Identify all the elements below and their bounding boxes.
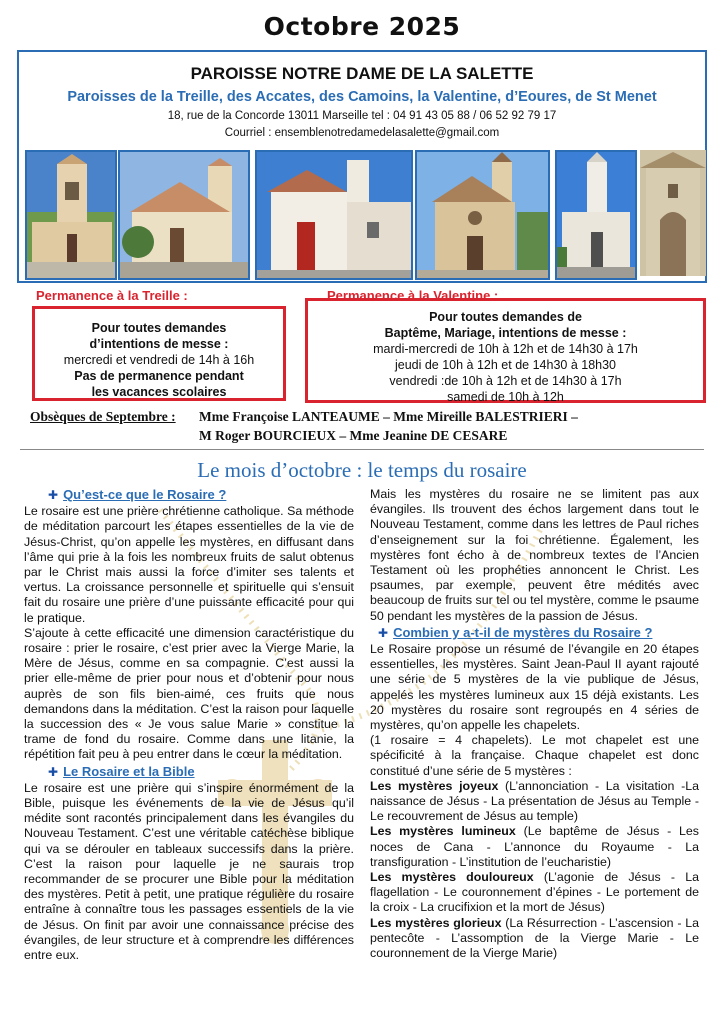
mysteres-joyeux-text: (L’annonciation - La visitation -La naissance de Jésus - La présentation de Jésus au Temple - Le recouvrement de Jésus au temple) xyxy=(370,778,699,824)
mysteres-lumineux-text: (Le baptême de Jésus - Les noces de Cana - L’annonce du Royaume - La transfiguration - L’institution de l’eucharistie) xyxy=(370,824,699,869)
valentine-line-6: samedi de 10h à 12h xyxy=(447,390,564,404)
obseques-line-1: Mme Françoise LANTEAUME – Mme Mireille BALESTRIERI – xyxy=(199,409,578,424)
section-rosary-bible-title: Le Rosaire et la Bible xyxy=(63,763,195,779)
permanence-treille-title: Permanence à la Treille : xyxy=(36,288,188,303)
mysteres-joyeux xyxy=(370,779,699,825)
permanence-valentine-title: Permanence à la Valentine : xyxy=(327,288,499,303)
divider xyxy=(20,449,704,450)
address: 18, rue de la Concorde 13011 Marseille tel : 04 91 43 05 88 / 06 52 92 79 17 xyxy=(167,110,557,122)
treille-line-3: mercredi et vendredi de 14h à 16h xyxy=(63,353,255,367)
section-rosary-bible-p1: Le rosaire est une prière qui s’inspire énormément de la Bible, puisque les événements de la vie de Jésus qu’il médite sont racontés principalement dans les évangiles du Nouveau Testament. C’est une véritable catéchèse biblique qui va se dérouler en tableaux successifs dans la prière. C’est la raison pour laquelle je ne saurais trop recommander de se procurer une Bible pour la méditation des mystères. Petit à petit, une pratique régulière du rosaire entraîne à connaître tous les passages essentiels de la vie de Jésus. On finit par avoir une connaissance précise des évangiles, de leur structure et à comprendre les différences entre eux. xyxy=(24,780,354,963)
valentine-line-4: jeudi de 10h à 12h et de 14h30 à 18h30 xyxy=(394,358,617,372)
mysteres-douloureux xyxy=(370,870,699,916)
section-what-is-rosary-title: Qu’est-ce que le Rosaire ? xyxy=(63,487,227,502)
section-how-many-p2: (1 rosaire = 4 chapelets). Le mot chapelet est une spécificité à la française. Chaque chapelet est donc constitué d’une série de 5 mystères : xyxy=(370,733,699,778)
treille-line-5: les vacances scolaires xyxy=(91,385,227,399)
mysteres-glorieux-label: Les mystères glorieux xyxy=(370,915,502,930)
section-bible-continued: Mais les mystères du rosaire ne se limitent pas aux évangiles. Ils trouvent des échos largement dans tout le Nouveau Testament, comme dans les lettres de Paul riches d’enseignement sur la foi chrétienne. Également, les mystères font écho à de nombreux textes de l’Ancien Testament où les prophéties annoncent le Christ. Les psaumes, par exemple, peuvent être médités avec beaucoup de fruits sur tel ou tel mystère, comme le psaume 50 pendant les mystères de la passion de Jésus. xyxy=(370,487,699,623)
treille-line-4: Pas de permanence pendant xyxy=(74,369,244,383)
article-title: Le mois d’octobre : le temps du rosaire xyxy=(197,458,527,482)
church-photo-3 xyxy=(255,150,413,280)
permanence-treille-box xyxy=(32,306,286,401)
treille-line-1: Pour toutes demandes xyxy=(91,321,227,335)
valentine-line-3: mardi-mercredi de 10h à 12h et de 14h30 à 17h xyxy=(373,342,638,356)
email: Courriel : ensemblenotredamedelasalette@gmail.com xyxy=(224,127,500,139)
cross-bullet-icon: ✚ xyxy=(378,625,389,640)
parish-name: PAROISSE NOTRE DAME DE LA SALETTE xyxy=(190,64,534,83)
mysteres-douloureux-text: (L’agonie de Jésus - La flagellation - Le couronnement d’épines - Le portement de la croix - La crucifixion et la mort de Jésus) xyxy=(370,870,699,915)
mysteres-douloureux-label: Les mystères douloureux xyxy=(370,870,534,885)
obseques-line-2: M Roger BOURCIEUX – Mme Jeanine DE CESARE xyxy=(199,428,508,443)
church-photo-5 xyxy=(555,150,637,280)
right-column xyxy=(370,487,699,961)
cross-bullet-icon: ✚ xyxy=(48,488,59,502)
mysteres-glorieux xyxy=(370,916,699,962)
church-photo-4 xyxy=(415,150,550,280)
parishes-list: Paroisses de la Treille, des Accates, des Camoins, la Valentine, d’Eoures, de St Menet xyxy=(67,89,657,105)
obseques-label: Obsèques de Septembre : xyxy=(30,409,176,424)
church-photo-1 xyxy=(25,150,117,280)
cross-bullet-icon: ✚ xyxy=(48,764,59,779)
valentine-line-1: Pour toutes demandes de xyxy=(429,310,582,324)
section-what-is-rosary-p2: S’ajoute à cette efficacité une dimension caractéristique du rosaire : prier le rosaire, c’est prier avec la Vierge Marie, la Mère de Jésus, comme en sa compagnie. C’est aussi la prier elle-même de prier pour nous et d’obtenir pour nous auprès de son fils bien-aimé, ces fruits que nous demandons dans la méditation. C’est la raison pour laquelle la succession des « Je vous salue Marie » constitue la trame de fond du rosaire. Comme dans une litanie, la répétition fait peu à peu entrer dans le cœur la méditation. xyxy=(24,625,354,762)
valentine-line-2: Baptême, Mariage, intentions de messe : xyxy=(384,326,627,340)
section-how-many-title: Combien y a-t-il de mystères du Rosaire ? xyxy=(393,624,653,640)
section-how-many-p1: Le Rosaire propose un résumé de l’évangile en 20 étapes essentielles, les mystères. Saint Jean-Paul II ayant rajouté une série de 5 mystères de la vie publique de Jésus, appelés les mystères lumineux aux 15 déjà existants. Les 20 mystères du rosaire sont regroupés en 4 séries de mystères, qu’on appelle les chapelets. xyxy=(370,642,699,733)
permanence-valentine-box xyxy=(305,298,706,403)
mysteres-lumineux-label: Les mystères lumineux xyxy=(370,824,516,839)
left-column xyxy=(24,487,354,963)
church-photo-2 xyxy=(118,150,250,280)
church-photo-6 xyxy=(640,150,706,276)
valentine-line-5: vendredi :de 10h à 12h et de 14h30 à 17h xyxy=(389,374,622,388)
section-what-is-rosary-p1: Le rosaire est une prière chrétienne catholique. Sa méthode de méditation parcourt les étapes essentielles de la vie de Jésus-Christ, qu’on appelle les mystères, en diffusant dans l’âme qui prie à la fois les nombreux fruits de salut obtenus par le Christ mais aussi la force d’imiter ses talents et vertus. La croissance personnelle et spirituelle qui s’ensuit fait du rosaire une prière d’une puissante efficacité pour qui le pratique. xyxy=(24,504,354,625)
mysteres-lumineux xyxy=(370,824,699,870)
treille-line-2: d’intentions de messe : xyxy=(89,337,229,351)
mysteres-glorieux-text: (La Résurrection - L’ascension - La pentecôte - L’assomption de la Vierge Marie - Le couronnement de la Vierge Marie) xyxy=(370,915,700,961)
month-title: Octobre 2025 xyxy=(263,12,461,41)
mysteres-joyeux-label: Les mystères joyeux xyxy=(370,778,499,793)
